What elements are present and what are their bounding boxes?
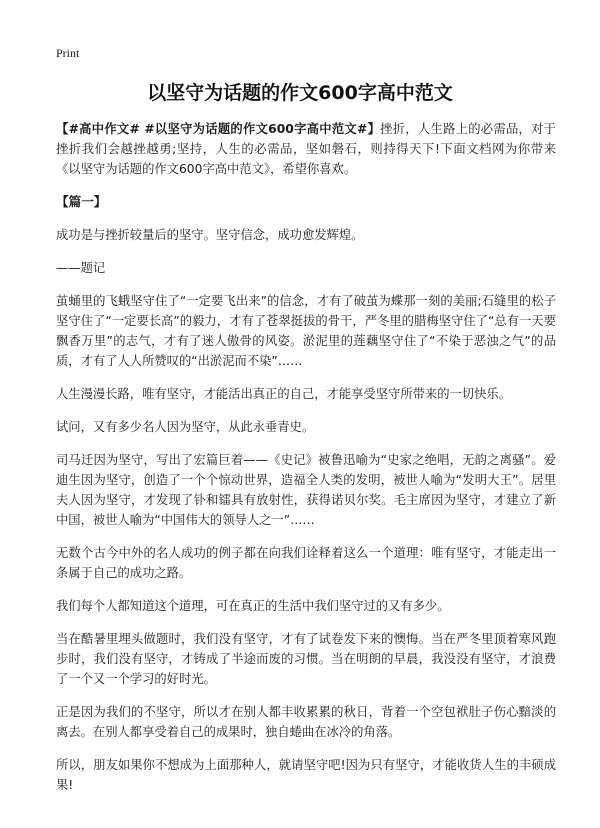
paragraph: 成功是与挫折较量后的坚守。坚守信念，成功愈发辉煌。 — [56, 228, 364, 242]
epigraph-attribution: ——题记 — [56, 261, 106, 275]
intro-tag: 【#高中作文# #以坚守为话题的作文600字高中范文#】 — [56, 122, 381, 136]
article-body — [56, 119, 556, 808]
paragraph: 所以，朋友如果你不想成为上面那种人，就请坚守吧!因为只有坚守，才能收货人生的丰硕成果! — [56, 758, 556, 792]
paragraph: 人生漫漫长路，唯有坚守，才能活出真正的自己，才能享受坚守所带来的一切快乐。 — [56, 387, 511, 401]
intro-paragraph — [56, 119, 556, 179]
paragraph: 试问，又有多少名人因为坚守，从此永垂青史。 — [56, 420, 315, 434]
page-title: 以坚守为话题的作文600字高中范文 — [147, 82, 453, 104]
paragraph: 正是因为我们的不坚守，所以才在别人都丰收累累的秋日，背着一个空包袱肚子伤心黯淡的离去。在别人都享受着自己的成果时，独自蜷曲在冰冷的角落。 — [56, 705, 556, 739]
paragraph: 茧蛹里的飞蛾坚守住了“一定要飞出来”的信念，才有了破茧为蝶那一刻的美丽;石缝里的松子坚守住了“一定要长高”的毅力，才有了苍翠挺拔的骨干，严冬里的腊梅坚守住了“总有一天要飘香万里”的志气，才有了迷人傲骨的风姿。淤泥里的莲藕坚守住了“不染于恶浊之气”的品质，才有了人人所赞叹的“出淤泥而不染”…… — [56, 294, 556, 368]
print-link[interactable]: Print — [56, 46, 80, 60]
paragraph: 当在酷暑里埋头做题时，我们没有坚守，才有了试卷发下来的懊悔。当在严冬里顶着寒风跑步时，我们没有坚守，才铸成了半途而废的习惯。当在明朗的早晨，我没没有坚守，才浪费了一个又一个学习的好时光。 — [56, 632, 556, 686]
paragraph: 司马迁因为坚守，写出了宏篇巨着——《史记》被鲁迅喻为“史家之绝唱，无韵之离骚”。爱迪生因为坚守，创造了一个个惊动世界，造福全人类的发明，被世人喻为“发明大王”。居里夫人因为坚守，才发现了钋和镭具有放射性，获得诺贝尔奖。毛主席因为坚守，才建立了新中国，被世人喻为“中国伟大的领导人之一”…… — [56, 453, 556, 527]
paragraph: 无数个古今中外的名人成功的例子都在向我们诠释着这么一个道理：唯有坚守，才能走出一条属于自己的成功之路。 — [56, 546, 556, 580]
paragraph: 我们每个人都知道这个道理，可在真正的生活中我们坚守过的又有多少。 — [56, 599, 450, 613]
intro-text: 挫折，人生路上的必需品，对于挫折我们会越挫越勇;坚持，人生的必需品，坚如磐石，则持得天下!下面文档网为你带来《以坚守为话题的作文600字高中范文》，希望你喜欢。 — [56, 122, 556, 176]
section-heading: 【篇一】 — [56, 194, 107, 209]
